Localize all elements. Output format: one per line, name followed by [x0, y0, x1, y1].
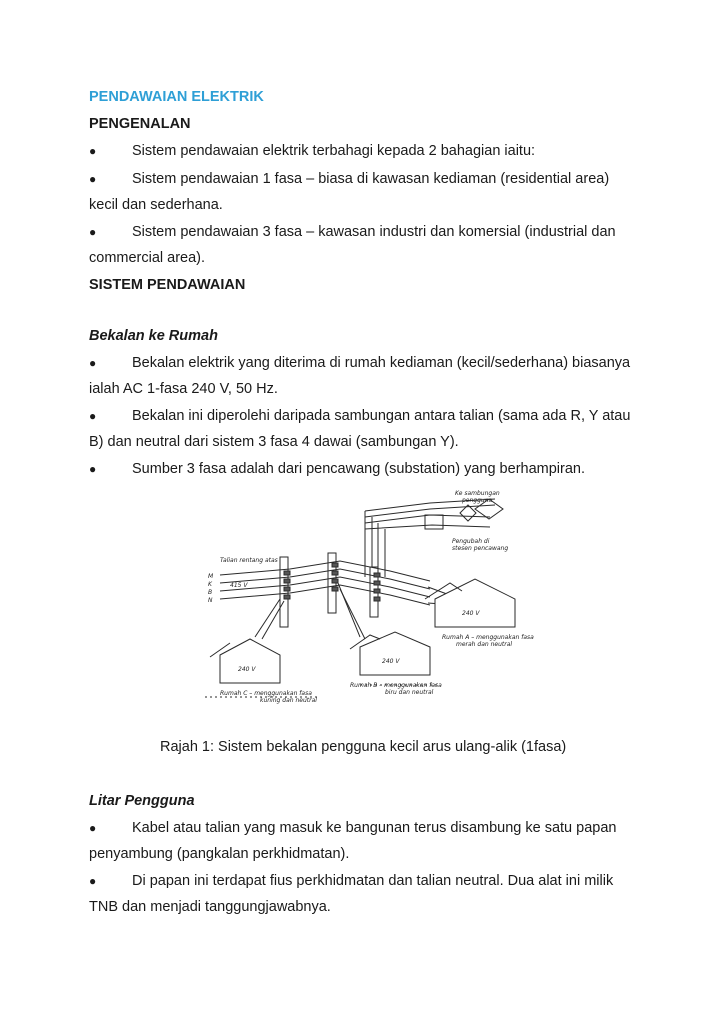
- figure-caption: Rajah 1: Sistem bekalan pengguna kecil arus ulang-alik (1fasa): [160, 739, 567, 755]
- label-pengubah-2: stesen pencawang: [452, 545, 509, 552]
- label-k: K: [208, 581, 212, 588]
- label-rumah-c-2: kuning dan neutral: [260, 697, 317, 704]
- bullet-icon: ●: [89, 821, 97, 835]
- intro-heading: PENGENALAN: [89, 116, 191, 132]
- bullet-icon: ●: [89, 462, 97, 476]
- litar-bullet-2-line-2: TNB dan menjadi tanggungjawabnya.: [89, 899, 331, 915]
- bullet-icon: ●: [89, 356, 97, 370]
- litar-bullet-1-line-2: penyambung (pangkalan perkhidmatan).: [89, 846, 350, 862]
- label-415v: 415 V: [230, 582, 248, 589]
- litar-bullet-2-line-1: Di papan ini terdapat fius perkhidmatan dan talian neutral. Dua alat ini milik: [132, 873, 614, 889]
- label-pengguna: pengguna: [462, 497, 493, 504]
- label-ke-sambungan: Ke sambungan: [455, 490, 500, 497]
- label-rumah-c-1: Rumah C – menggunakan fasa: [220, 690, 312, 697]
- sistem-heading: SISTEM PENDAWAIAN: [89, 277, 246, 293]
- house-c-icon: [220, 639, 280, 683]
- label-rumah-b-2: biru dan neutral: [385, 689, 434, 696]
- supply-system-diagram: [200, 487, 630, 709]
- label-talian-rentang: Talian rentang atas: [220, 557, 278, 564]
- intro-bullet-2-line-1: Sistem pendawaian 1 fasa – biasa di kawasan kediaman (residential area): [132, 171, 610, 187]
- label-m: M: [208, 573, 214, 580]
- document-title: PENDAWAIAN ELEKTRIK: [89, 89, 264, 105]
- litar-heading: Litar Pengguna: [89, 793, 195, 809]
- intro-bullet-2-line-2: kecil dan sederhana.: [89, 197, 223, 213]
- supply-system-figure: [200, 487, 630, 709]
- bullet-icon: ●: [89, 225, 97, 239]
- bullet-icon: ●: [89, 874, 97, 888]
- bekalan-bullet-2-line-2: B) dan neutral dari sistem 3 fasa 4 dawai (sambungan Y).: [89, 434, 459, 450]
- house-a-icon: [435, 579, 515, 627]
- bullet-icon: ●: [89, 172, 97, 186]
- bullet-icon: ●: [89, 144, 97, 158]
- label-n: N: [208, 597, 213, 604]
- intro-bullet-1: Sistem pendawaian elektrik terbahagi kepada 2 bahagian iaitu:: [132, 143, 536, 159]
- intro-bullet-3-line-1: Sistem pendawaian 3 fasa – kawasan industri dan komersial (industrial dan: [132, 224, 616, 240]
- house-b-icon: [360, 632, 430, 675]
- intro-bullet-3-line-2: commercial area).: [89, 250, 206, 266]
- label-240v-b: 240 V: [382, 658, 400, 665]
- label-240v-c: 240 V: [238, 666, 256, 673]
- label-rumah-a-1: Rumah A – menggunakan fasa: [442, 634, 534, 641]
- bullet-icon: ●: [89, 409, 97, 423]
- bekalan-bullet-1-line-2: ialah AC 1-fasa 240 V, 50 Hz.: [89, 381, 278, 397]
- label-240v-a: 240 V: [462, 610, 480, 617]
- litar-bullet-1-line-1: Kabel atau talian yang masuk ke bangunan terus disambung ke satu papan: [132, 820, 617, 836]
- label-pengubah-1: Pengubah di: [452, 538, 490, 545]
- label-rumah-a-2: merah dan neutral: [456, 641, 513, 648]
- label-rumah-b-1: Rumah B – menggunakan fasa: [350, 682, 442, 689]
- bekalan-bullet-2-line-1: Bekalan ini diperolehi daripada sambungan antara talian (sama ada R, Y atau: [132, 408, 631, 424]
- bekalan-bullet-3: Sumber 3 fasa adalah dari pencawang (substation) yang berhampiran.: [132, 461, 585, 477]
- label-b: B: [208, 589, 213, 596]
- transformer-box: [425, 515, 443, 529]
- bekalan-heading: Bekalan ke Rumah: [89, 328, 218, 344]
- bekalan-bullet-1-line-1: Bekalan elektrik yang diterima di rumah kediaman (kecil/sederhana) biasanya: [132, 355, 631, 371]
